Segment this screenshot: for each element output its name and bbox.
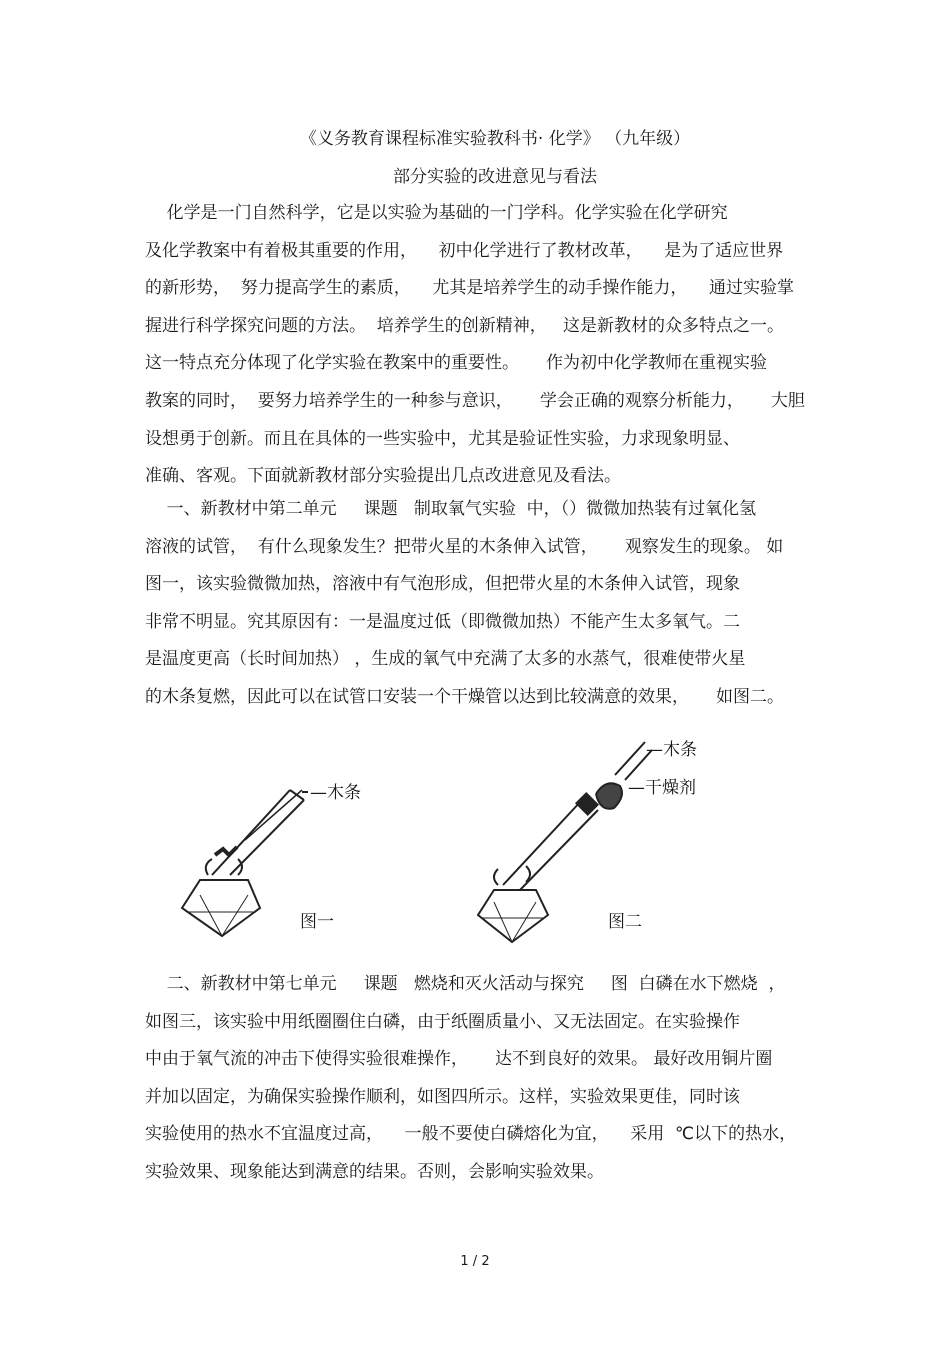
bubbles-icon (215, 847, 237, 855)
text-line: 教案的同时， 要努力培养学生的一种参与意识， 学会正确的观察分析能力， 大胆 (145, 390, 805, 411)
text-line: 实验使用的热水不宜温度过高， 一般不要使白磷熔化为宜， 采用 ℃以下的热水， (145, 1124, 797, 1145)
text-line: 的新形势， 努力提高学生的素质， 尤其是培养学生的动手操作能力， 通过实验掌 (145, 278, 795, 299)
text-line: 中由于氧气流的冲击下使得实验很难操作， 达不到良好的效果。 最好改用铜片圈 (145, 1049, 773, 1070)
wood-stick-two-icon (615, 742, 645, 775)
text-line: 化学是一门自然科学，它是以实验为基础的一门学科。化学实验在化学研究 (145, 203, 728, 223)
page-number: 1 / 2 (460, 1254, 490, 1269)
text-line: 是温度更高（长时间加热） ，生成的氧气中充满了太多的水蒸气，很难使带火星 (145, 649, 746, 670)
fig2-stick-label: —木条 (646, 740, 697, 760)
fig1-stick-label: —木条 (310, 783, 361, 803)
paragraph-intro (145, 195, 845, 496)
text-line: 二、新教材中第七单元 课题 燃烧和灭火活动与探究 图 白磷在水下燃烧 ， (145, 974, 786, 994)
test-tube-one-icon (212, 790, 304, 875)
experiment-figures (160, 730, 720, 952)
fig2-desiccant-label: —干燥剂 (628, 778, 696, 798)
stopper-icon (576, 793, 597, 814)
text-line: 这一特点充分体现了化学实验在教案中的重要性。 作为初中化学教师在重视实验 (145, 353, 768, 374)
text-line: 握进行科学探究问题的方法。 培养学生的创新精神， 这是新教材的众多特点之一。 (145, 315, 785, 336)
text-line: 如图三，该实验中用纸圈圈住白磷，由于纸圈质量小、又无法固定。在实验操作 (145, 1011, 740, 1032)
document-subtitle: 部分实验的改进意见与看法 (393, 167, 597, 187)
text-line: 并加以固定，为确保实验操作顺利，如图四所示。这样，实验效果更佳，同时该 (145, 1086, 740, 1107)
fig1-caption: 图一 (300, 912, 334, 932)
text-line: 准确、客观。下面就新教材部分实验提出几点改进意见及看法。 (145, 466, 621, 487)
figure-illustration (160, 730, 720, 952)
wood-stick-one-icon (245, 790, 302, 840)
paragraph-section-one (145, 491, 845, 717)
document-title: 《义务教育课程标准实验教科书· 化学》 （九年级） (299, 129, 691, 149)
text-line: 及化学教案中有着极其重要的作用， 初中化学进行了教材改革， 是为了适应世界 (145, 240, 784, 261)
text-line: 的木条复燃，因此可以在试管口安装一个干燥管以达到比较满意的效果， 如图二。 (145, 686, 785, 707)
figure-one (182, 790, 308, 936)
text-line: 设想勇于创新。而且在具体的一些实验中，尤其是验证性实验，力求现象明显、 (145, 428, 740, 449)
text-line: 一、新教材中第二单元 课题 制取氧气实验 中，（）微微加热装有过氧化氢 (145, 499, 757, 519)
text-line: 非常不明显。究其原因有：一是温度过低（即微微加热）不能产生太多氧气。二 (145, 611, 740, 632)
test-tube-two-icon (503, 800, 598, 890)
fig2-caption: 图二 (608, 912, 642, 932)
drying-tube-icon (596, 783, 622, 808)
text-line: 实验效果、现象能达到满意的结果。否则，会影响实验效果。 (145, 1161, 604, 1182)
beaker-two-icon (478, 890, 548, 942)
text-line: 图一，该实验微微加热，溶液中有气泡形成，但把带火星的木条伸入试管，现象 (145, 574, 740, 595)
beaker-one-icon (182, 880, 260, 936)
text-line: 溶液的试管， 有什么现象发生？把带火星的木条伸入试管， 观察发生的现象。 如 (145, 536, 784, 557)
paragraph-section-two (145, 966, 845, 1192)
